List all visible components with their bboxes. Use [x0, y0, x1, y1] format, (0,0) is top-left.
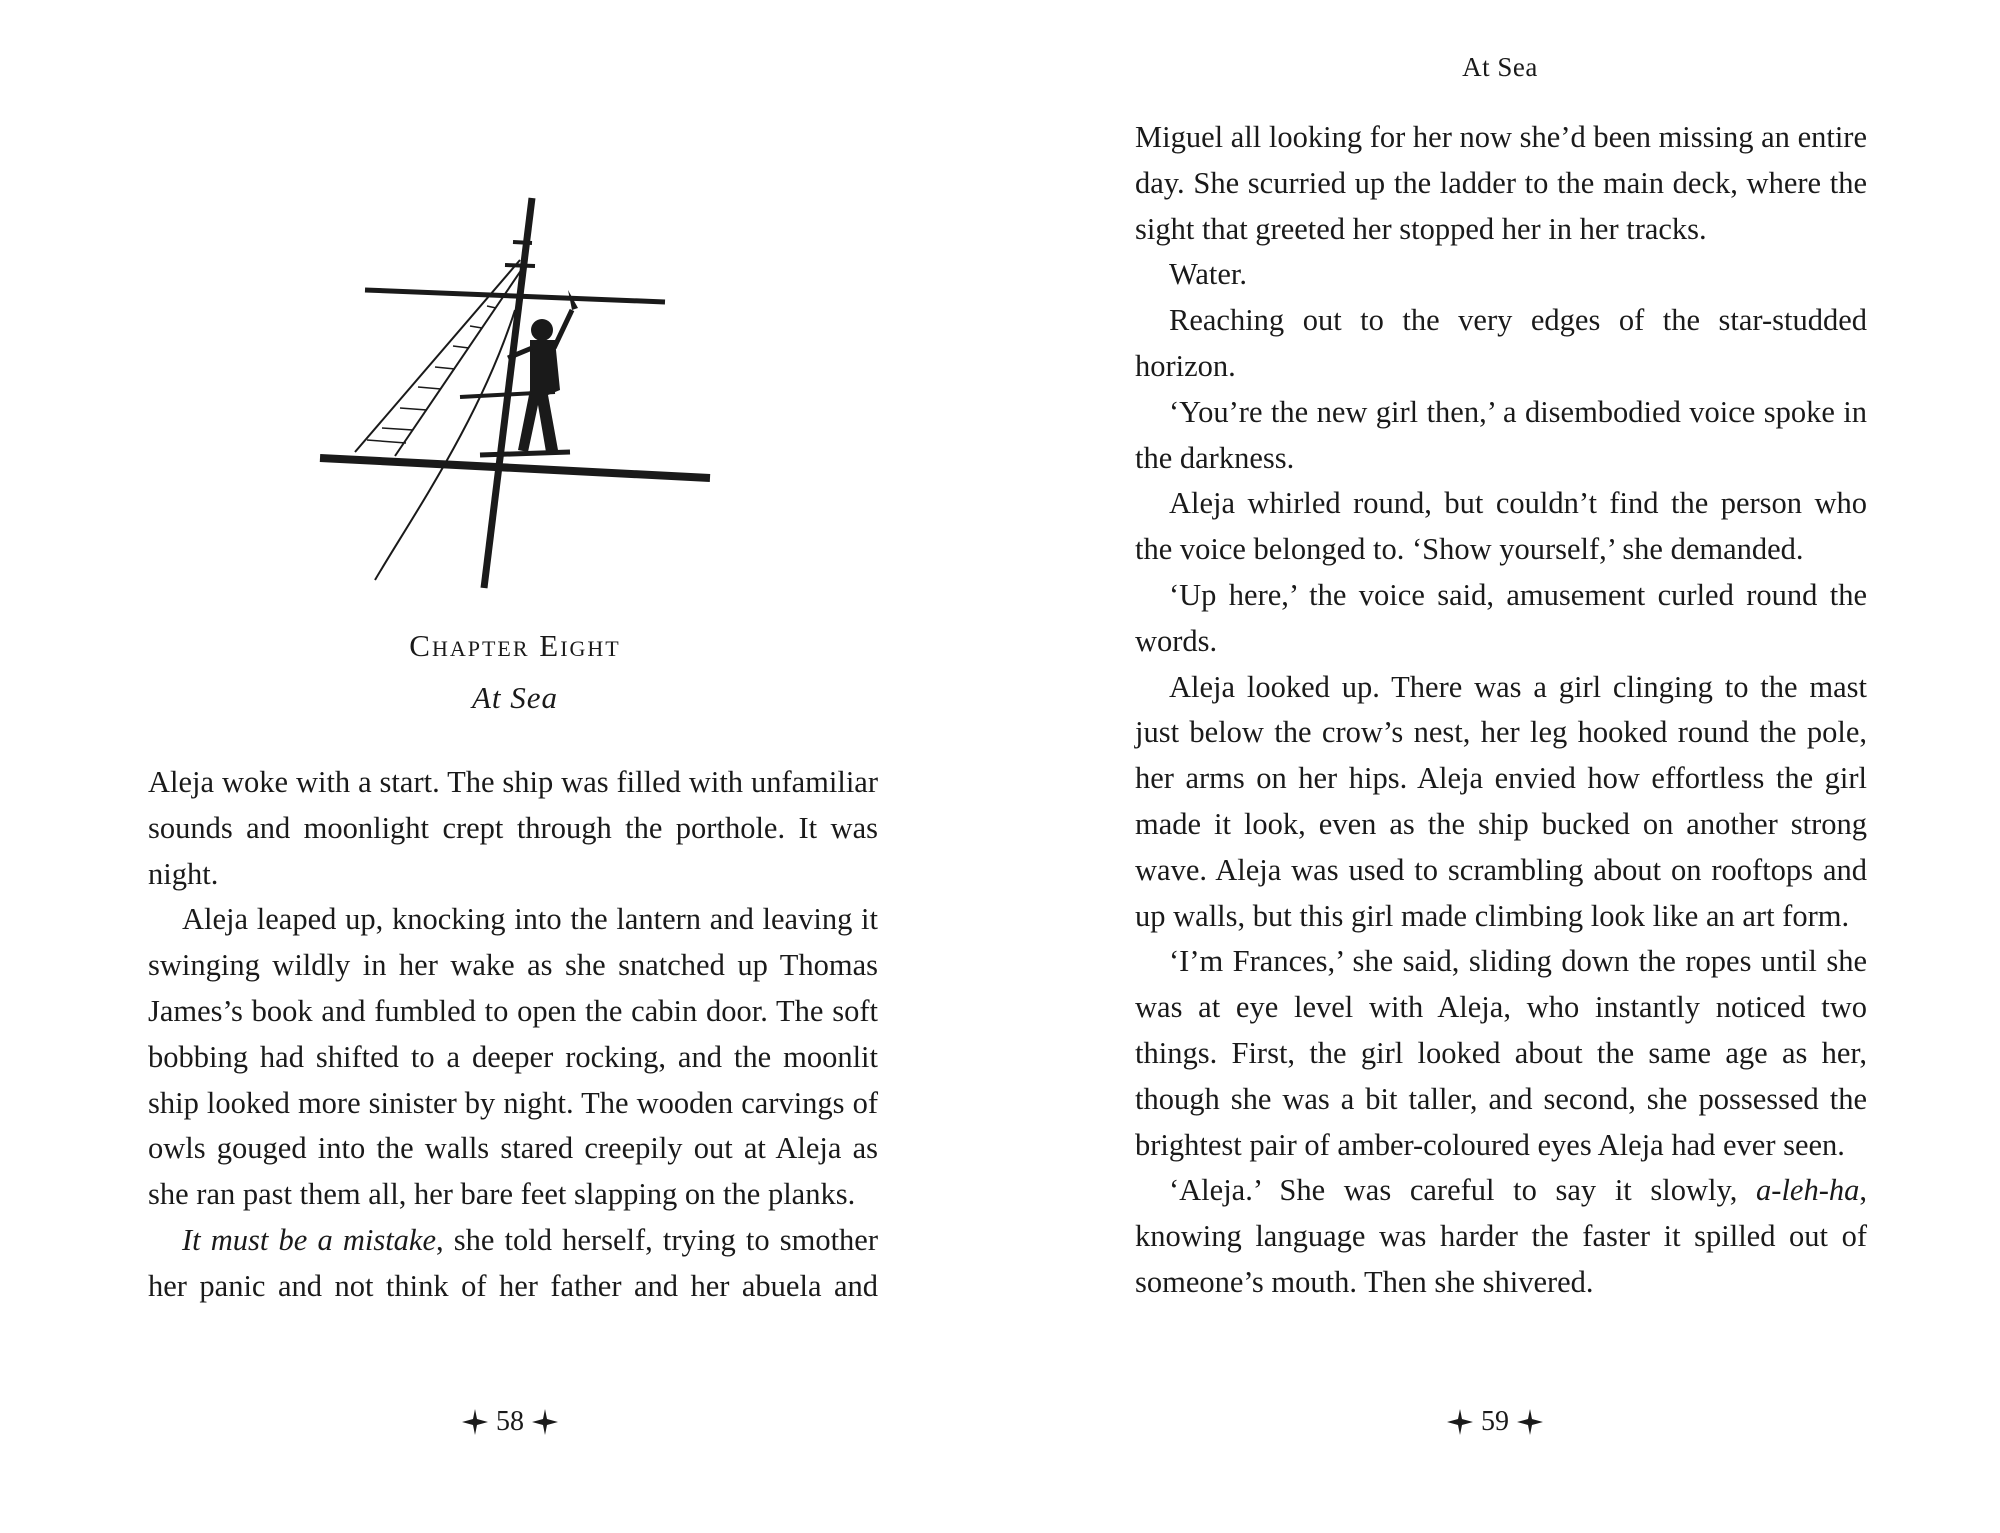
right-page-body	[1135, 115, 1867, 1306]
cross-fleury-ornament-icon	[1445, 1407, 1475, 1437]
page-number-footer	[1000, 1402, 1990, 1442]
paragraph-text: , she told herself, trying to smother her panic and not think of her father and her abuela and	[148, 1222, 878, 1303]
paragraph: Miguel all looking for her now she’d been missing an entire day. She scurried up the ladder to the main deck, where the sight that greeted her stopped her in her tracks.	[1135, 120, 1867, 246]
cross-fleury-ornament-icon	[1515, 1407, 1545, 1437]
pronunciation: a-leh-ha	[1756, 1173, 1860, 1208]
ship-mast-silhouette-icon	[310, 190, 720, 590]
cross-fleury-ornament-icon	[460, 1407, 490, 1437]
paragraph: ‘Up here,’ the voice said, amusement curled round the words.	[1135, 577, 1867, 658]
paragraph-text: ‘Aleja.’ She was careful to say it slowly,	[1169, 1173, 1757, 1208]
paragraph: Aleja leaped up, knocking into the lantern and leaving it swinging wildly in her wake as she snatched up Thomas James’s book and fumbled to open the cabin door. The soft bobbing had shifted to a deeper rocking, and the moonlit ship looked more sinister by night. The wooden carvings of owls gouged into the walls stared creepily out at Aleja as she ran past them all, her bare feet slapping on the planks.	[148, 902, 878, 1212]
paragraph: Water.	[1169, 257, 1247, 292]
paragraph	[148, 1218, 878, 1310]
paragraph: ‘You’re the new girl then,’ a disembodied voice spoke in the darkness.	[1135, 394, 1867, 475]
left-page-body	[148, 760, 878, 1310]
page-number-footer	[0, 1402, 1020, 1442]
chapter-subtitle: At Sea	[471, 680, 559, 715]
cross-fleury-ornament-icon	[530, 1407, 560, 1437]
paragraph: Aleja looked up. There was a girl clinging to the mast just below the crow’s nest, her leg hooked round the pole, her arms on her hips. Aleja envied how effortless the girl made it look, even as the ship bucked on another strong wave. Aleja was used to scrambling about on rooftops and up walls, but this girl made climbing look like an art form.	[1135, 669, 1867, 933]
chapter-label: Chapter Eight	[409, 628, 621, 663]
paragraph-text: , knowing language was harder the faster it spilled out of someone’s mouth. Then she shivered.	[1135, 1173, 1867, 1299]
page-number: 58	[496, 1406, 524, 1437]
paragraph: Aleja whirled round, but couldn’t find the person who the voice belonged to. ‘Show yourself,’ she demanded.	[1135, 486, 1867, 567]
italic-thought: It must be a mistake	[182, 1222, 436, 1257]
paragraph	[1135, 1168, 1867, 1305]
ship-mast-illustration	[310, 190, 720, 590]
paragraph: Aleja woke with a start. The ship was filled with unfamiliar sounds and moonlight crept through the porthole. It was night.	[148, 765, 878, 891]
running-head: At Sea	[1462, 52, 1538, 82]
page-number: 59	[1481, 1406, 1509, 1437]
paragraph: Reaching out to the very edges of the star-studded horizon.	[1135, 303, 1867, 383]
paragraph: ‘I’m Frances,’ she said, sliding down the ropes until she was at eye level with Aleja, who instantly noticed two things. First, the girl looked about the same age as her, though she was a bit taller, and second, she possessed the brightest pair of amber-coloured eyes Aleja had ever seen.	[1135, 944, 1867, 1162]
